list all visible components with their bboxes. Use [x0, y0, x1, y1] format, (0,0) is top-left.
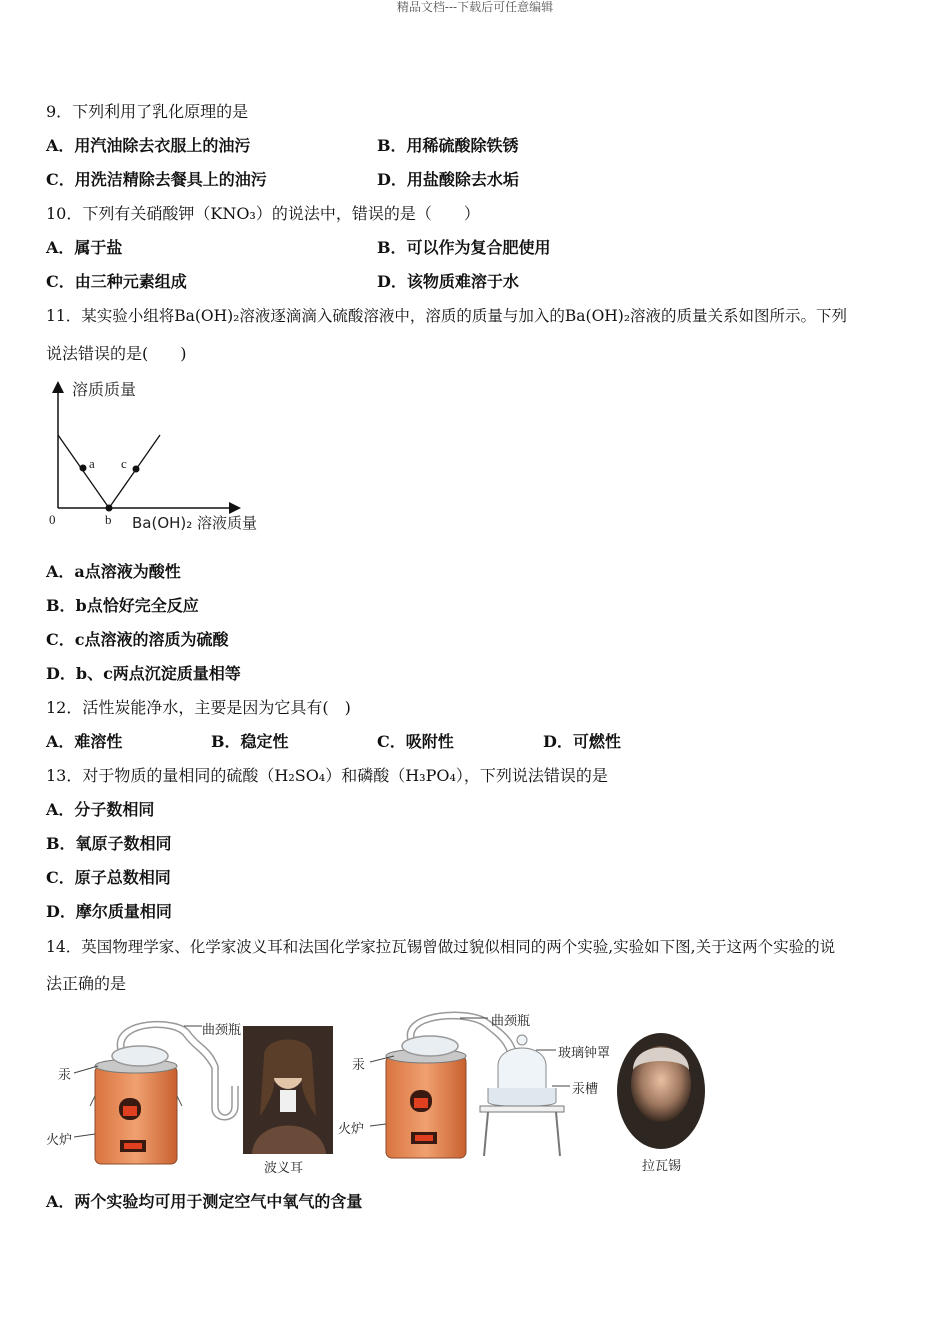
point-c [133, 466, 140, 473]
q14-option-a: A．两个实验均可用于测定空气中氧气的含量 [46, 1192, 363, 1211]
q11-option-b: B．b点恰好完全反应 [46, 596, 199, 615]
q11-option-a: A．a点溶液为酸性 [46, 562, 181, 581]
q12-option-b: B．稳定性 [211, 732, 289, 751]
boyle-label: 波义耳 [264, 1161, 304, 1176]
q13-stem: 13．对于物质的量相同的硫酸（H₂SO₄）和磷酸（H₃PO₄），下列说法错误的是 [46, 766, 608, 785]
graph-label-b: b [105, 512, 112, 527]
q11-stem-line2: 说法错误的是( ) [46, 344, 187, 363]
q14-stem-line2: 法正确的是 [46, 974, 127, 993]
left-furnace [90, 1059, 182, 1164]
point-a [80, 465, 87, 472]
curve [58, 435, 160, 508]
q10-option-b: B．可以作为复合肥使用 [377, 238, 551, 257]
q10-option-d: D．该物质难溶于水 [377, 272, 519, 291]
right-furnace [386, 1049, 466, 1158]
right-furnace-label: 火炉 [338, 1122, 365, 1137]
graph-origin: 0 [49, 512, 56, 527]
q9-option-c: C．用洗洁精除去餐具上的油污 [46, 170, 267, 189]
q9-option-d: D．用盐酸除去水垢 [377, 170, 519, 189]
left-flask-label: 曲颈瓶 [202, 1023, 242, 1038]
q9-option-a: A．用汽油除去衣服上的油污 [46, 136, 251, 155]
q13-option-a: A．分子数相同 [46, 800, 155, 819]
bell-jar-setup [480, 1035, 564, 1156]
q12-option-d: D．可燃性 [543, 732, 621, 751]
q14-stem-line1: 14．英国物理学家、化学家波义耳和法国化学家拉瓦锡曾做过貌似相同的两个实验,实验如下图,关于这两个实验的说 [46, 938, 836, 956]
trough-label: 汞槽 [572, 1082, 599, 1097]
q10-option-c: C．由三种元素组成 [46, 272, 187, 291]
q10-stem: 10．下列有关硝酸钾（KNO₃）的说法中，错误的是（ ） [46, 204, 480, 223]
lavoisier-portrait [617, 1033, 705, 1149]
graph-label-c: c [121, 456, 127, 471]
lavoisier-label: 拉瓦锡 [642, 1159, 682, 1174]
right-mercury-label: 汞 [352, 1058, 366, 1073]
q9-option-b: B．用稀硫酸除铁锈 [377, 136, 519, 155]
q11-stem-line1: 11．某实验小组将Ba(OH)₂溶液逐滴滴入硫酸溶液中，溶质的质量与加入的Ba(OH)₂溶液的质量关系如图所示。下列 [46, 307, 848, 325]
q13-option-b: B．氧原子数相同 [46, 834, 172, 853]
page-header: 精品文档---下载后可任意编辑 [396, 0, 554, 14]
q9-stem: 9．下列利用了乳化原理的是 [46, 102, 249, 121]
q14-figure [40, 1006, 720, 1176]
left-furnace-label: 火炉 [46, 1133, 73, 1148]
q10-option-a: A．属于盐 [46, 238, 123, 257]
q13-option-c: C．原子总数相同 [46, 868, 171, 887]
q12-stem: 12．活性炭能净水，主要是因为它具有( ) [46, 698, 351, 717]
graph-ylabel: 溶质质量 [72, 380, 137, 399]
q12-option-c: C．吸附性 [377, 732, 454, 751]
bell-jar-label: 玻璃钟罩 [558, 1046, 611, 1061]
left-mercury-label: 汞 [58, 1068, 72, 1083]
right-flask-label: 曲颈瓶 [491, 1014, 531, 1029]
q13-option-d: D．摩尔质量相同 [46, 902, 172, 921]
graph-xlabel: Ba(OH)₂ 溶液质量 [132, 514, 258, 532]
graph-label-a: a [89, 456, 95, 471]
q12-option-a: A．难溶性 [46, 732, 123, 751]
q11-option-d: D．b、c两点沉淀质量相等 [46, 664, 241, 683]
boyle-portrait [243, 1026, 333, 1154]
q11-option-c: C．c点溶液的溶质为硫酸 [46, 630, 229, 649]
point-b [106, 505, 113, 512]
